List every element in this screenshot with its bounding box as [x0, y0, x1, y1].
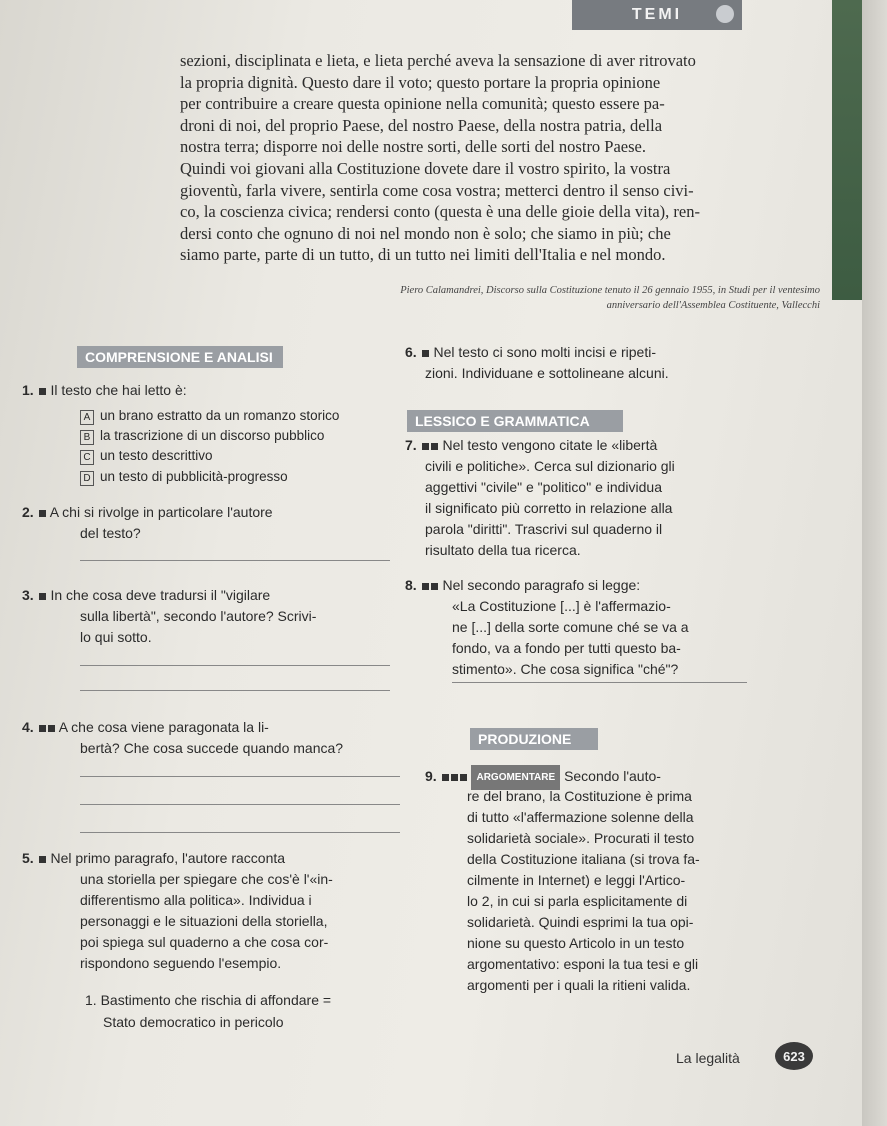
- q5-line: rispondono seguendo l'esempio.: [80, 955, 282, 971]
- q9-line: nione su questo Articolo in un testo: [467, 935, 685, 951]
- citation-line: anniversario dell'Assemblea Costituente, Vallecchi: [606, 300, 820, 311]
- q9-text: Secondo l'auto-: [564, 768, 661, 785]
- q5-line: differentismo alla politica». Individua i: [80, 892, 312, 908]
- q3-text: In che cosa deve tradursi il "vigilare: [50, 587, 271, 603]
- option-letter: A: [80, 410, 94, 425]
- comprensione-tag: [77, 346, 283, 368]
- q9-line: solidarietà. Quindi esprimi la tua opi-: [467, 914, 694, 930]
- chapter-label: La legalità: [676, 1050, 740, 1066]
- q7-number: 7.: [405, 437, 417, 453]
- q8-line: fondo, va a fondo per tutti questo ba-: [452, 640, 681, 656]
- q6-line-2: zioni. Individuane e sottolineane alcuni.: [425, 365, 669, 381]
- passage-line: per contribuire a creare questa opinione nella comunità; questo essere pa-: [180, 94, 665, 114]
- q1-option-d[interactable]: [80, 468, 288, 486]
- q5-example: Stato democratico in pericolo: [103, 1014, 284, 1030]
- passage-citation: [250, 283, 820, 313]
- passage-line: co, la coscienza civica; rendersi conto (questa è una delle gioie della vita), ren-: [180, 202, 700, 222]
- difficulty-icon: [39, 725, 46, 732]
- argomentare-badge: ARGOMENTARE: [471, 765, 560, 790]
- difficulty-icon: [39, 593, 46, 600]
- answer-line[interactable]: [80, 690, 390, 691]
- page-number: 623: [775, 1042, 813, 1070]
- option-text: un testo di pubblicità-progresso: [100, 469, 288, 484]
- question-2: [22, 502, 273, 523]
- passage-line: dersi conto che ognuno di noi nel mondo non è solo; che siamo in più; che: [180, 223, 671, 243]
- q8-number: 8.: [405, 577, 417, 593]
- q9-line: re del brano, la Costituzione è prima: [467, 788, 692, 804]
- q4-number: 4.: [22, 719, 34, 735]
- option-text: un testo descrittivo: [100, 448, 213, 463]
- difficulty-icon: [48, 725, 55, 732]
- q5-line: personaggi e le situazioni della storiella,: [80, 913, 328, 929]
- q7-line: civili e politiche». Cerca sul dizionario gli: [425, 458, 675, 474]
- q1-option-c[interactable]: [80, 447, 213, 465]
- q5-text: Nel primo paragrafo, l'autore racconta: [50, 850, 286, 866]
- q3-number: 3.: [22, 587, 34, 603]
- q1-option-a[interactable]: [80, 407, 339, 425]
- answer-line[interactable]: [80, 832, 400, 833]
- answer-line[interactable]: [80, 560, 390, 561]
- question-6: [405, 342, 656, 363]
- q3-line-2: sulla libertà", secondo l'autore? Scrivi-: [80, 608, 317, 624]
- q7-line: risultato della tua ricerca.: [425, 542, 581, 558]
- difficulty-icon: [422, 443, 429, 450]
- section-header-label: TEMI: [631, 6, 683, 23]
- passage-line: la propria dignità. Questo dare il voto; questo portare la propria opinione: [180, 72, 661, 92]
- passage-line: siamo parte, parte di un tutto, di un tutto nei limiti dell'Italia e nel mondo.: [180, 245, 666, 265]
- difficulty-icon: [422, 583, 429, 590]
- difficulty-icon: [39, 388, 46, 395]
- passage-line: droni di noi, del proprio Paese, del nostro Paese, della nostra patria, della: [180, 115, 663, 135]
- lessico-label: LESSICO E GRAMMATICA: [415, 413, 590, 429]
- difficulty-icon: [431, 443, 438, 450]
- passage-line: sezioni, disciplinata e lieta, e lieta perché aveva la sensazione di aver ritrovato: [180, 51, 696, 70]
- question-8: [405, 575, 640, 596]
- q9-line: della Costituzione italiana (si trova fa-: [467, 851, 700, 867]
- answer-line[interactable]: [80, 665, 390, 666]
- option-text: un brano estratto da un romanzo storico: [100, 408, 340, 423]
- q9-line: solidarietà sociale». Procurati il testo: [467, 830, 695, 846]
- q4-line-2: bertà? Che cosa succede quando manca?: [80, 740, 344, 756]
- difficulty-icon: [39, 856, 46, 863]
- q1-number: 1.: [22, 382, 34, 398]
- difficulty-icon: [431, 583, 438, 590]
- q9-line: lo 2, in cui si parla esplicitamente di: [467, 893, 688, 909]
- q1-option-b[interactable]: [80, 427, 324, 445]
- option-letter: D: [80, 471, 94, 486]
- passage-line: nostra terra; disporre noi delle nostre sorti, delle sorti del nostro Paese.: [180, 137, 647, 157]
- passage-line: gioventù, farla vivere, sentirla come cosa vostra; metterci dentro il senso civi-: [180, 180, 694, 200]
- q7-line: aggettivi "civile" e "politico" e individua: [425, 479, 663, 495]
- lessico-tag: [407, 410, 623, 432]
- option-letter: C: [80, 450, 94, 465]
- difficulty-icon: [442, 774, 449, 781]
- q9-number: 9.: [425, 768, 437, 785]
- question-1: [22, 380, 187, 401]
- q5-example: 1. Bastimento che rischia di affondare =: [85, 992, 332, 1008]
- q7-line: il significato più corretto in relazione alla: [425, 500, 673, 516]
- q9-line: argomenti per i quali la ritieni valida.: [467, 977, 691, 993]
- green-page-edge: [832, 0, 862, 300]
- answer-line[interactable]: [80, 804, 400, 805]
- q5-line: poi spiega sul quaderno a che cosa cor-: [80, 934, 329, 950]
- question-7: [405, 435, 657, 456]
- q8-text: Nel secondo paragrafo si legge:: [442, 577, 641, 593]
- q2-line-2: del testo?: [80, 525, 141, 541]
- q7-line: parola "diritti". Trascrivi sul quaderno il: [425, 521, 663, 537]
- question-5: [22, 848, 285, 869]
- q1-text: Il testo che hai letto è:: [50, 382, 187, 398]
- option-letter: B: [80, 430, 94, 445]
- option-text: la trascrizione di un discorso pubblico: [100, 428, 325, 443]
- difficulty-icon: [422, 350, 429, 357]
- page-edge-shadow: [862, 0, 887, 1126]
- q5-number: 5.: [22, 850, 34, 866]
- q6-text: Nel testo ci sono molti incisi e ripeti-: [433, 344, 656, 360]
- q6-number: 6.: [405, 344, 417, 360]
- q8-line: stimento». Che cosa significa "ché"?: [452, 661, 679, 677]
- answer-line[interactable]: [452, 682, 747, 683]
- question-3: [22, 585, 270, 606]
- q3-line-3: lo qui sotto.: [80, 629, 152, 645]
- q9-line: di tutto «l'affermazione solenne della: [467, 809, 694, 825]
- header-dot-icon: [716, 5, 734, 23]
- comprensione-label: COMPRENSIONE E ANALISI: [85, 349, 273, 365]
- q4-text: A che cosa viene paragonata la li-: [58, 719, 269, 735]
- produzione-label: PRODUZIONE: [478, 731, 572, 747]
- answer-line[interactable]: [80, 776, 400, 777]
- citation-line: Piero Calamandrei, Discorso sulla Costituzione tenuto il 26 gennaio 1955, in Studi per il ventesimo: [400, 285, 820, 296]
- difficulty-icon: [39, 510, 46, 517]
- question-4: [22, 717, 269, 738]
- produzione-tag: [470, 728, 598, 750]
- q7-text: Nel testo vengono citate le «libertà: [442, 437, 658, 453]
- q8-line: ne [...] della sorte comune ché se va a: [452, 619, 689, 635]
- difficulty-icon: [451, 774, 458, 781]
- passage-text: [180, 50, 820, 266]
- q9-line: argomentativo: esponi la tua tesi e gli: [467, 956, 699, 972]
- q5-line: una storiella per spiegare che cos'è l'«in-: [80, 871, 333, 887]
- q2-number: 2.: [22, 504, 34, 520]
- q8-line: «La Costituzione [...] è l'affermazio-: [452, 598, 671, 614]
- q2-text: A chi si rivolge in particolare l'autore: [49, 504, 273, 520]
- q9-line: cilmente in Internet) e leggi l'Artico-: [467, 872, 686, 888]
- passage-line: Quindi voi giovani alla Costituzione dovete dare il vostro spirito, la vostra: [180, 158, 671, 178]
- difficulty-icon: [460, 774, 467, 781]
